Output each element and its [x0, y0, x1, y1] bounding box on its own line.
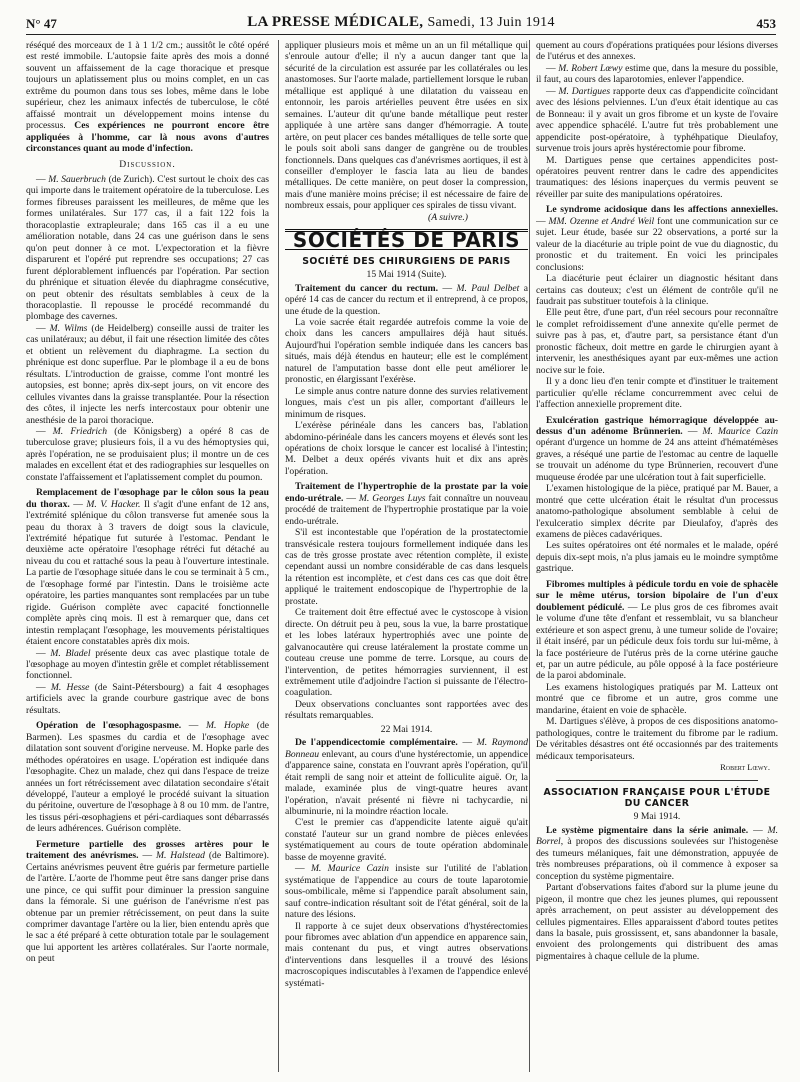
paragraph: C'est le premier cas d'appendicite latente aiguë qu'ait constaté l'auteur sur un grand nombre de pièces enlevées systématiquement au cours de toute opération abdominale basse de moyenne gravité.: [285, 817, 528, 863]
issue-number: N° 47: [26, 16, 57, 31]
paragraph: L'examen histologique de la pièce, pratiqué par M. Bauer, a montré que cette ulcération était le résultat d'un processus anatomo-pathologique absolument semblable à celui de l'exulceratio simplex décrite par Dieulafoy, d'après des examens de pièces cadavériques.: [536, 483, 778, 541]
paragraph: Le simple anus contre nature donne des survies relativement longues, mais c'est un pis aller, comportant d'ailleurs le minimum de risques.: [285, 385, 528, 420]
session-date: 15 Mai 1914 (Suite).: [366, 269, 447, 281]
header-rule: [26, 34, 776, 35]
paragraph: La diacéturie peut éclairer un diagnostic hésitant dans certains cas douteux; c'est un élément de contrôle qu'il ne faudrait pas substituer toutefois à la clinique.: [536, 273, 778, 307]
paragraph: L'exérèse périnéale dans les cancers bas, l'ablation abdomino-périnéale dans les cancers moyens et élevés sont les opérations de choix lorsque le cancer est localisé à l'intestin; M. Delbet a deux opérés vivants huit et dix ans après l'opération.: [285, 420, 528, 477]
journal-name: LA PRESSE MÉDICALE,: [247, 14, 424, 30]
paragraph: Traitement du cancer du rectum. — M. Paul Delbet a opéré 14 cas de cancer du rectum et il entreprend, à ce propos, une étude de la question.: [285, 282, 528, 317]
column-2: [285, 40, 528, 1074]
paragraph: Deux observations concluantes sont rapportées avec des résultats remarquables.: [285, 698, 528, 722]
section-rule: [556, 780, 758, 781]
paragraph: — M. Maurice Cazin insiste sur l'utilité de l'ablation systématique de l'appendice au cours de toute laparotomie sous-ombilicale, même si l'appendice paraît absolument sain, sauf contre-indication résultant soit de l'état général, soit de la nature des lésions.: [285, 863, 528, 921]
session-date: 9 Mai 1914.: [633, 811, 681, 823]
paragraph: Exulcération gastrique hémorragique développée au-dessus d'un adénome Brünnerien. — M. Maurice Cazin opérant d'urgence un homme de 24 ans atteint d'hématémèses graves, a réséqué une partie de l'estomac au centre de laquelle se trouvait un adénome du type Brünnerien, recouvert d'une muqueuse érodée par une ulcération tout à fait superficielle.: [536, 414, 778, 483]
paragraph: Elle peut être, d'une part, d'un réel secours pour reconnaître le complet refroidissement d'une annexite qu'elle permet de suivre pas à pas, et, d'autre part, sa persistance étant d'un pronostic fâcheux, doit mettre en garde le chirurgien ayant à intervenir, les anesthésiques ayant par eux-mêmes une action nocive sur le foie.: [536, 307, 778, 376]
session-date: 22 Mai 1914.: [380, 723, 433, 735]
society-title: ASSOCIATION FRANÇAISE POUR L'ÉTUDE DU CANCER: [543, 786, 771, 809]
paragraph: Il y a donc lieu d'en tenir compte et d'instituer le traitement particulier qu'elle réclame concurremment avec celui de l'affection annexielle proprement dite.: [536, 376, 778, 411]
paragraph: M. Dartigues s'élève, à propos de ces dispositions anatomo-pathologiques, contre le traitement du fibrome par le radium. De véritables désastres ont été occasionnés par des traitements médicaux temporisateurs.: [536, 716, 778, 762]
column-3: [536, 40, 778, 1074]
page-number: 453: [756, 16, 776, 31]
section-label: Discussion.: [119, 158, 176, 170]
paragraph: Le syndrome acidosique dans les affections annexielles. — MM. Ozenne et André Weil font une communication sur ce sujet. Leur étude, basée sur 22 observations, a porté sur la valeur de la diacéturie au triple point de vue du diagnostic, du pronostic et du traitement. En voici les principales conclusions:: [536, 204, 778, 273]
paragraph: — M. Friedrich (de Königsberg) a opéré 8 cas de tuberculose grave; plusieurs fois, il a vu des hémoptysies qui, après l'opération, ne se produisaient plus; il montre un de ces malades en excellent état et des radiographies sur lesquelles on constate l'affaissement et l'aplatissement complet du poumon.: [26, 425, 269, 483]
paragraph: Ce traitement doit être effectué avec le cystoscope à vision directe. On détruit peu à peu, sous la vue, la barre prostatique et les lobes latéraux hypertrophiés avec une pointe de galvanocautère qui creuse latéralement la prostate comme un couteau creuse une pomme de terre. Lorsque, au cours de l'intervention, de petites hémorragies surviennent, il est extrêmement utile d'adjoindre l'action si puissante de l'électro-coagulation.: [285, 607, 528, 699]
issue-date: Samedi, 13 Juin 1914: [427, 15, 555, 30]
paragraph: quement au cours d'opérations pratiquées pour lésions diverses de l'utérus et des annexes.: [536, 40, 778, 63]
paragraph: Partant d'observations faites d'abord sur la plume jeune du pigeon, il montre que chez les jeunes plumes, qui repoussent après arrachement, on peut assister au développement des cellules pigmentaires. Elles apparaissent d'abord toutes petites dans la basale, puis grossissent, et, sans abandonner la basale, envoient des prolongements qui distribuent des amas pigmentaires à chaque cellule de la plume.: [536, 882, 778, 962]
paragraph: Fibromes multiples à pédicule tordu en voie de sphacèle sur le même utérus, torsion bipolaire de l'un d'eux doublement pédiculé. — Le plus gros de ces fibromes avait le volume d'une tête d'enfant et ressemblait, vu sa blancheur extérieure et son aspect grenu, à une tumeur solide de l'ovaire; il était inséré, par un pédicule deux fois tordu sur lui-même, à la face postérieure de l'utérus près de la corne utérine gauche et, par un autre pédicule, au pôle opposé à la face postérieure de la paroi abdominale.: [536, 578, 778, 682]
running-head: [26, 14, 776, 36]
paragraph: — M. Dartigues rapporte deux cas d'appendicite coïncidant avec des lésions pelviennes. L'un d'eux était identique au cas de Bonneau: il y avait un gros fibrome et un kyste de l'ovaire avec appendice sphacélé. L'autre fut très probablement une appendicite post-opératoire, à typhéhpatique Dieulafoy, survenue trois jours après hystérectomie pour fibrome.: [536, 85, 778, 155]
paragraph: Traitement de l'hypertrophie de la prostate par la voie endo-urétrale. — M. Georges Luys fait connaître un nouveau procédé de traitement de l'hypertrophie prostatique par la voie endo-urétrale.: [285, 481, 528, 527]
paragraph: Fermeture partielle des grosses artères pour le traitement des anévrismes. — M. Halstead (de Baltimore). Certains anévrismes peuvent être guéris par fermeture partielle de l'artère. L'aorte de l'homme peut être sans danger prise dans une pince, ce qui suffit pour diminuer la pression sanguine dans la fémorale. Si une guérison de l'anévrisme n'est pas obtenue par un premier rétrécissement, on peut dans la suite comprimer davantage l'artère ou la lier, bien entendu après que le sac a été préparé à cette obturation totale par le soulagement que lui apportent les artères collatérales. Sur l'aorte normale, on peut: [26, 838, 269, 965]
paragraph: Remplacement de l'œsophage par le côlon sous la peau du thorax. — M. V. Hacker. Il s'agit d'une enfant de 12 ans, l'extrémité splénique du côlon transverse fut amenée sous la peau du thorax à 3 travers de doigt sous la clavicule, l'extrémité hépatique fut suturée à l'estomac. Pendant le deuxième acte opératoire l'œsophage rétréci fut détaché au niveau du cou et rattaché sous la peau à l'ouverture intestinale. La partie de l'œsophage située dans le cou se terminait à 5 cm., de l'œsophage formé par l'intestin. Dans le troisième acte opératoire, les parties manquantes sont remplacées par un tube rigide. Guérison complète avec capacité fonctionnelle complète après cinq mois. Il est à remarquer que, dans cet intestin remplaçant l'œsophage, les mouvements péristaltiques étaient encore constatables après dix mois.: [26, 487, 269, 648]
column-divider: [278, 40, 279, 1072]
paragraph: S'il est incontestable que l'opération de la prostatectomie transvésicale restera toujours formellement indiquée dans les cas de très grosse prostate avec rétention complète, il existe cependant aussi un nombre considérable de cas dans lesquels la rétention est incomplète, et c'est dans ces cas que doit être appliqué le traitement endoscopique de l'hypertrophie de la prostate.: [285, 527, 528, 607]
author-signature: Robert Lœwy.: [720, 762, 770, 773]
paragraph: — M. Robert Lœwy estime que, dans la mesure du possible, il faut, au cours des laparotomies, enlever l'appendice.: [536, 62, 778, 86]
paragraph: Les examens histologiques pratiqués par M. Latteux ont montré que ce fibrome et un autre, gros comme une mandarine, étaient en voie de sphacèle.: [536, 681, 778, 716]
column-1: [26, 40, 269, 1074]
paragraph: Opération de l'œsophagospasme. — M. Hopke (de Barmen). Les spasmes du cardia et de l'œsophage avec dilatation sont souvent d'origine nerveuse. M. Hopke parle des méthodes opératoires en usage. L'opération est indiquée dans l'œsophagite. Chez un malade, chez qui dans l'espace de treize années un fort rétrécissement avec dilatation secondaire s'était développé, l'auteur a employé le procédé suivant la situation du péritoine, ouverture de l'œsophage à 8 ou 10 mm. de l'antre, les tissus péri-œsophagiens et péri-cardiaques sont débarrassés de leurs adhérences. Guérison complète.: [26, 720, 269, 835]
paragraph: Le système pigmentaire dans la série animale. — M. Borrel, à propos des discussions soulevées sur l'histogenèse des tumeurs mélaniques, fait une démonstration, appuyée de très nombreuses préparations, où il commence à exposer sa conception du système pigmentaire.: [536, 824, 778, 882]
paragraph: — M. Bladel présente deux cas avec plastique totale de l'œsophage au moyen d'intestin grêle et complet rétablissement fonctionnel.: [26, 647, 269, 682]
paragraph: — M. Sauerbruch (de Zurich). C'est surtout le choix des cas qui importe dans le traitement opératoire de la tuberculose. Les formes fibreuses paraissent les meilleures, de même que les formes unilatérales. Sur 177 cas, il a fait 122 fois la thoracoplastie extrapleurale; dans 165 cas il a eu une amélioration notable, dans 24 cas une guérison dans le sens qu'on peut donner à ce mot. L'expectoration et la fièvre disparurent et l'opéré put reprendre ses occupations; 27 cas furent déplorablement influencés par l'opération. Par section du phrénique et situation élevée du diaphragme consécutive, on peut obtenir des résultats semblables à ceux de la thoracoplastie. Il repousse le procédé recommandé du plombage des cavernes.: [26, 173, 269, 323]
paragraph: De l'appendicectomie complémentaire. — M. Raymond Bonneau enlevant, au cours d'une hystérectomie, un appendice d'apparence saine, constata en l'ouvrant après l'opération, qu'il était rempli de sang noir et atteint de folliculite aiguë. Or, la malade, examinée plus de vingt-quatre heures avant l'opération, n'avait présenté ni fièvre ni tachycardie, ni albuminurie, ni la moindre réaction locale.: [285, 737, 528, 817]
paragraph: La voie sacrée était regardée autrefois comme la voie de choix dans les cancers ampullaires déjà haut situés. Aujourd'hui l'opération semble indiquée dans les cancers bas situés, mais déjà étendus en hauteur; elle est le complément naturel de l'amputation basse dont elle peut améliorer le pronostic, en élargissant l'exérèse.: [285, 316, 528, 386]
column-divider: [529, 40, 530, 1072]
paragraph: Les suites opératoires ont été normales et le malade, opéré depuis dix-sept mois, n'a plus jamais eu le moindre symptôme gastrique.: [536, 540, 778, 575]
journal-title: [26, 14, 776, 31]
paragraph: réséqué des morceaux de 1 à 1 1/2 cm.; aussitôt le côté opéré est resté immobile. L'autopsie faite après des mois a donné souvent un affaissement de la cage thoracique et presque toujours un aplatissement plus ou moins complet, en un cas extrême du poumon dans tous ses lobes, même dans le lobe supérieur, chez les animaux infectés de tuberculose, le côté affaissé montrait un développement moins intense du processus. Ces expériences ne pourront encore être appliquées à l'homme, car là nous avons d'autres circonstances quant au mode d'infection.: [26, 40, 269, 155]
paragraph: M. Dartigues pense que certaines appendicites post-opératoires peuvent rentrer dans le cadre des appendicites traumatiques: des lésions inaperçues du vermis peuvent se réveiller par suite des manipulations opératoires.: [536, 154, 778, 200]
society-title: SOCIÉTÉ DES CHIRURGIENS DE PARIS: [302, 255, 511, 267]
section-banner: SOCIÉTÉS DE PARIS: [285, 229, 528, 249]
paragraph: appliquer plusieurs mois et même un an un fil métallique qui s'enroule autour d'elle; il n'y a aucun danger tant que la sécurité de la circulation est assurée par les collatérales ou les anastomoses. Sur l'aorte malade, partiellement lorsque le ruban métallique est appliqué à une dilatation du vaisseau en entonnoir, les parois artérielles peuvent être usées en six semaines. L'auteur dit qu'une bande métallique peut rester appliquée à une artère sans danger d'hémorragie. A toute artère, on peut placer ces bandes métalliques de telle sorte que le pouls soit aboli sans danger de gangrène ou de troubles fonctionnels. Dans quelques cas d'anévrismes aortiques, il est à conseiller d'employer le fascia lata au lieu de bandes métalliques. De cette manière, on peut doser la compression, mais d'une manière moins précise; il est nécessaire de faire de nombreux essais, pour appliquer ces spirales de tissu vivant.: [285, 40, 528, 212]
paragraph: — M. Wilms (de Heidelberg) conseille aussi de traiter les cas unilatéraux; au début, il fait une résection limitée des côtes et obtient un relèvement du diaphragme. La section du phrénique est donc superflue. Par le plombage il a eu de bons résultats. L'introduction de graisse, comme l'ont montré les autopsies, est bonne; après dix-sept jours, on vit encore des cellules vivantes dans la graisse transplantée. Pour la résection des côtes, il injecte les nerfs intercostaux pour obtenir une anesthésie de la paroi thoracique.: [26, 322, 269, 426]
paragraph: — M. Hesse (de Saint-Pétersbourg) a fait 4 œsophages artificiels avec la grande courbure gastrique avec de bons résultats.: [26, 681, 269, 716]
continued-note: (A suivre.): [428, 211, 468, 223]
paragraph: Il rapporte à ce sujet deux observations d'hystérectomies pour fibromes avec ablation d'un appendice en apparence sain, mais contenant du pus, et vingt autres observations d'interventions dans lesquelles il a trouvé des lésions macroscopiques indiscutables à l'examen de l'appendice enlevé systémati-: [285, 920, 528, 989]
